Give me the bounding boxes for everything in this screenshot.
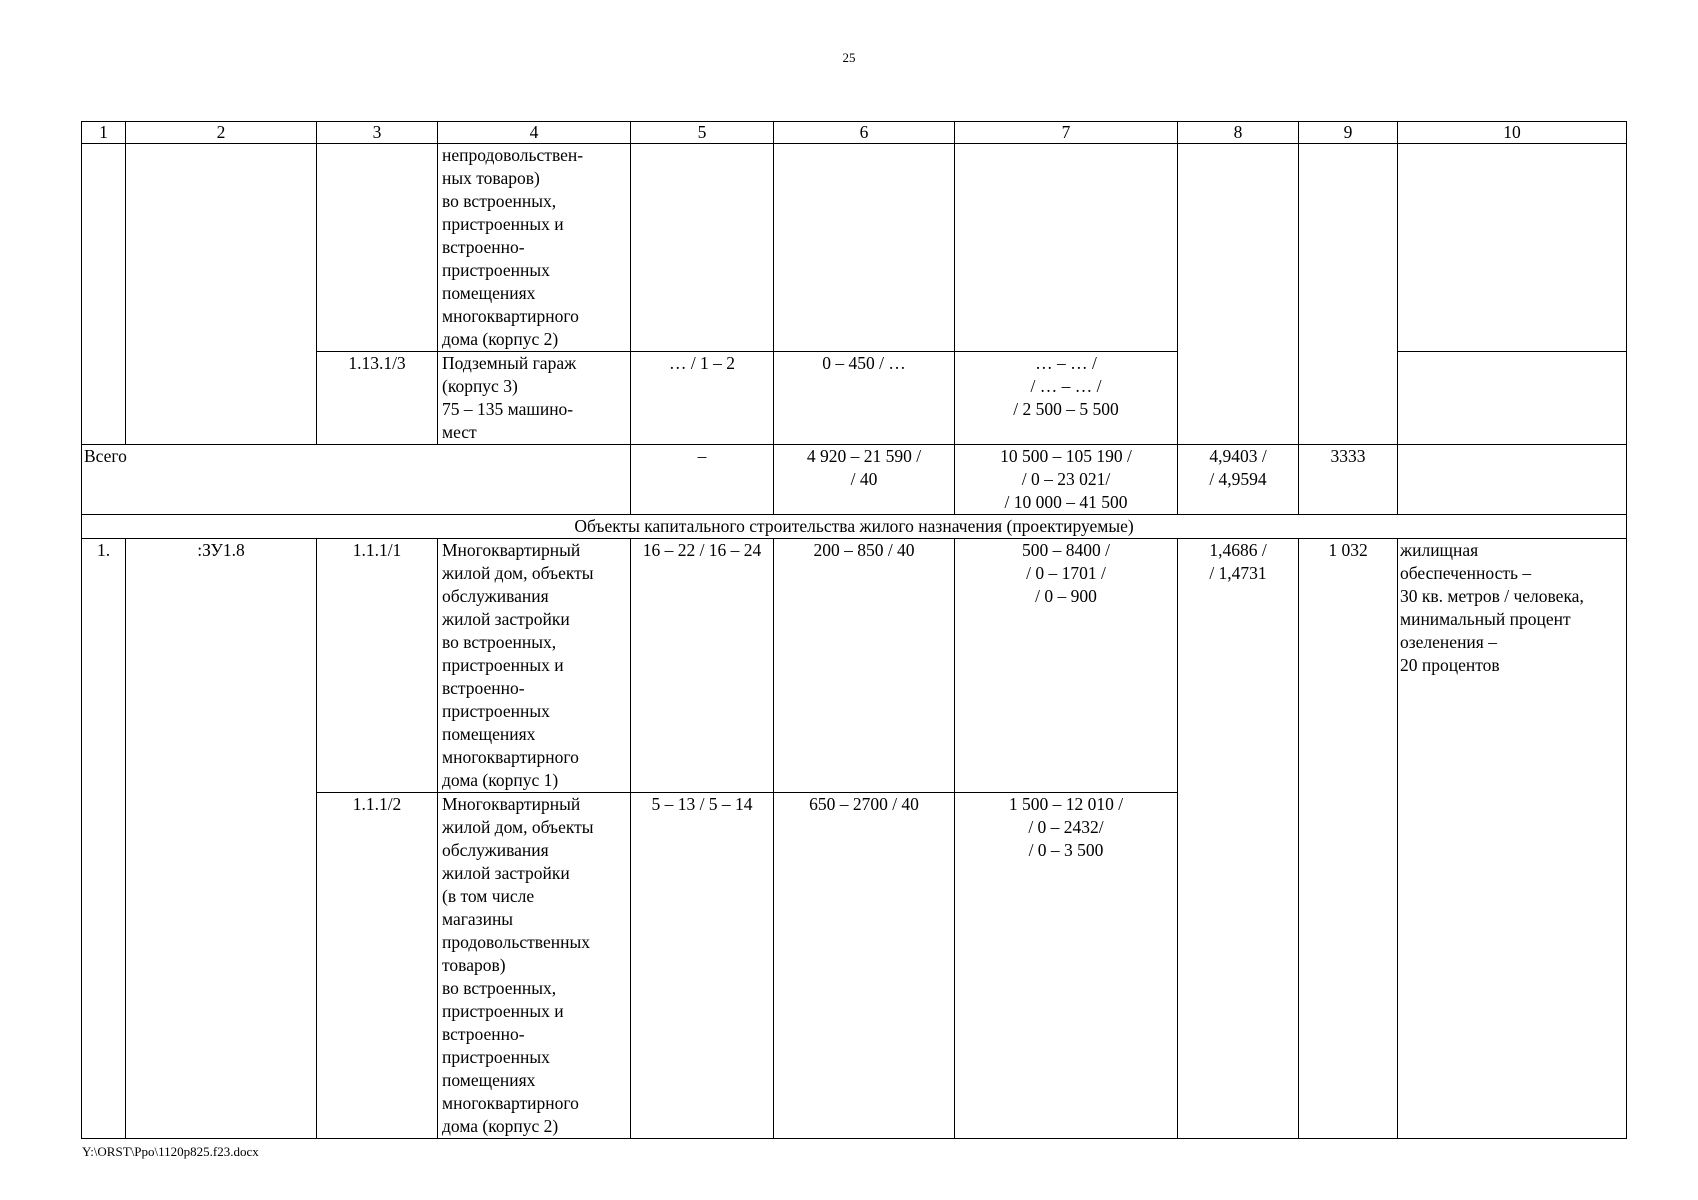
- header-cell: 3: [317, 122, 438, 144]
- total-col9: 3333: [1299, 445, 1398, 515]
- cell-number: 1.: [82, 539, 126, 1139]
- cell-area: 1 500 – 12 010 / / 0 – 2432/ / 0 – 3 500: [955, 793, 1178, 1139]
- cell-floors: 16 – 22 / 16 – 24: [631, 539, 774, 793]
- cell-height: 200 – 850 / 40: [774, 539, 955, 793]
- cell-object-name: Многоквартирный жилой дом, объекты обслуживания жилой застройки во встроенных, пристроенных и встроенно- пристроенных помещениях многоквартирного дома (корпус 1): [438, 539, 631, 793]
- cell-object-name: Подземный гараж (корпус 3) 75 – 135 машино- мест: [438, 352, 631, 445]
- header-cell: 9: [1299, 122, 1398, 144]
- cell-area: … – … / / … – … / / 2 500 – 5 500: [955, 352, 1178, 445]
- total-label: Всего: [82, 445, 631, 515]
- header-cell: 2: [126, 122, 317, 144]
- cell-code: 1.1.1/2: [317, 793, 438, 1139]
- header-cell: 7: [955, 122, 1178, 144]
- header-cell: 5: [631, 122, 774, 144]
- cell-col9: 1 032: [1299, 539, 1398, 1139]
- cell-area: 500 – 8400 / / 0 – 1701 / / 0 – 900: [955, 539, 1178, 793]
- table-row: [82, 539, 1627, 793]
- total-height: 4 920 – 21 590 / / 40: [774, 445, 955, 515]
- table-row: [82, 144, 1627, 352]
- cell-parcel: :ЗУ1.8: [126, 539, 317, 1139]
- file-path-footer: Y:\ORST\Ppo\1120p825.f23.docx: [82, 1144, 259, 1159]
- cell-object-name: Многоквартирный жилой дом, объекты обслуживания жилой застройки (в том числе магазины продовольственных товаров) во встроенных, пристроенных и встроенно- пристроенных помещениях многоквартирного дома (корпус 2): [438, 793, 631, 1139]
- header-cell: 1: [82, 122, 126, 144]
- cell-empty: [1178, 144, 1299, 445]
- section-row: [82, 515, 1627, 539]
- cell-empty: [317, 144, 438, 352]
- cell-notes: жилищная обеспеченность – 30 кв. метров / человека, минимальный процент озеленения – 20 процентов: [1398, 539, 1627, 1139]
- cell-code: 1.1.1/1: [317, 539, 438, 793]
- cell-empty: [955, 144, 1178, 352]
- cell-height: 650 – 2700 / 40: [774, 793, 955, 1139]
- cell-empty: [1398, 352, 1627, 445]
- cell-col8: 1,4686 / / 1,4731: [1178, 539, 1299, 1139]
- total-area: 10 500 – 105 190 / / 0 – 23 021/ / 10 000 – 41 500: [955, 445, 1178, 515]
- header-cell: 10: [1398, 122, 1627, 144]
- page-number: 25: [842, 50, 856, 65]
- cell-empty: [1398, 144, 1627, 352]
- cell-empty: [1398, 445, 1627, 515]
- cell-floors: … / 1 – 2: [631, 352, 774, 445]
- total-row: [82, 445, 1627, 515]
- cell-empty: [631, 144, 774, 352]
- header-cell: 8: [1178, 122, 1299, 144]
- total-floors: –: [631, 445, 774, 515]
- cell-empty: [774, 144, 955, 352]
- cell-empty: [82, 144, 126, 445]
- section-title: Объекты капитального строительства жилого назначения (проектируемые): [82, 515, 1627, 539]
- cell-code: 1.13.1/3: [317, 352, 438, 445]
- header-cell: 6: [774, 122, 955, 144]
- data-table: [81, 121, 1627, 1139]
- header-row: [82, 122, 1627, 144]
- cell-empty: [1299, 144, 1398, 445]
- total-col8: 4,9403 / / 4,9594: [1178, 445, 1299, 515]
- cell-empty: [126, 144, 317, 445]
- cell-height: 0 – 450 / …: [774, 352, 955, 445]
- cell-object-name: непродовольствен- ных товаров) во встроенных, пристроенных и встроенно- пристроенных помещениях многоквартирного дома (корпус 2): [438, 144, 631, 352]
- cell-floors: 5 – 13 / 5 – 14: [631, 793, 774, 1139]
- header-cell: 4: [438, 122, 631, 144]
